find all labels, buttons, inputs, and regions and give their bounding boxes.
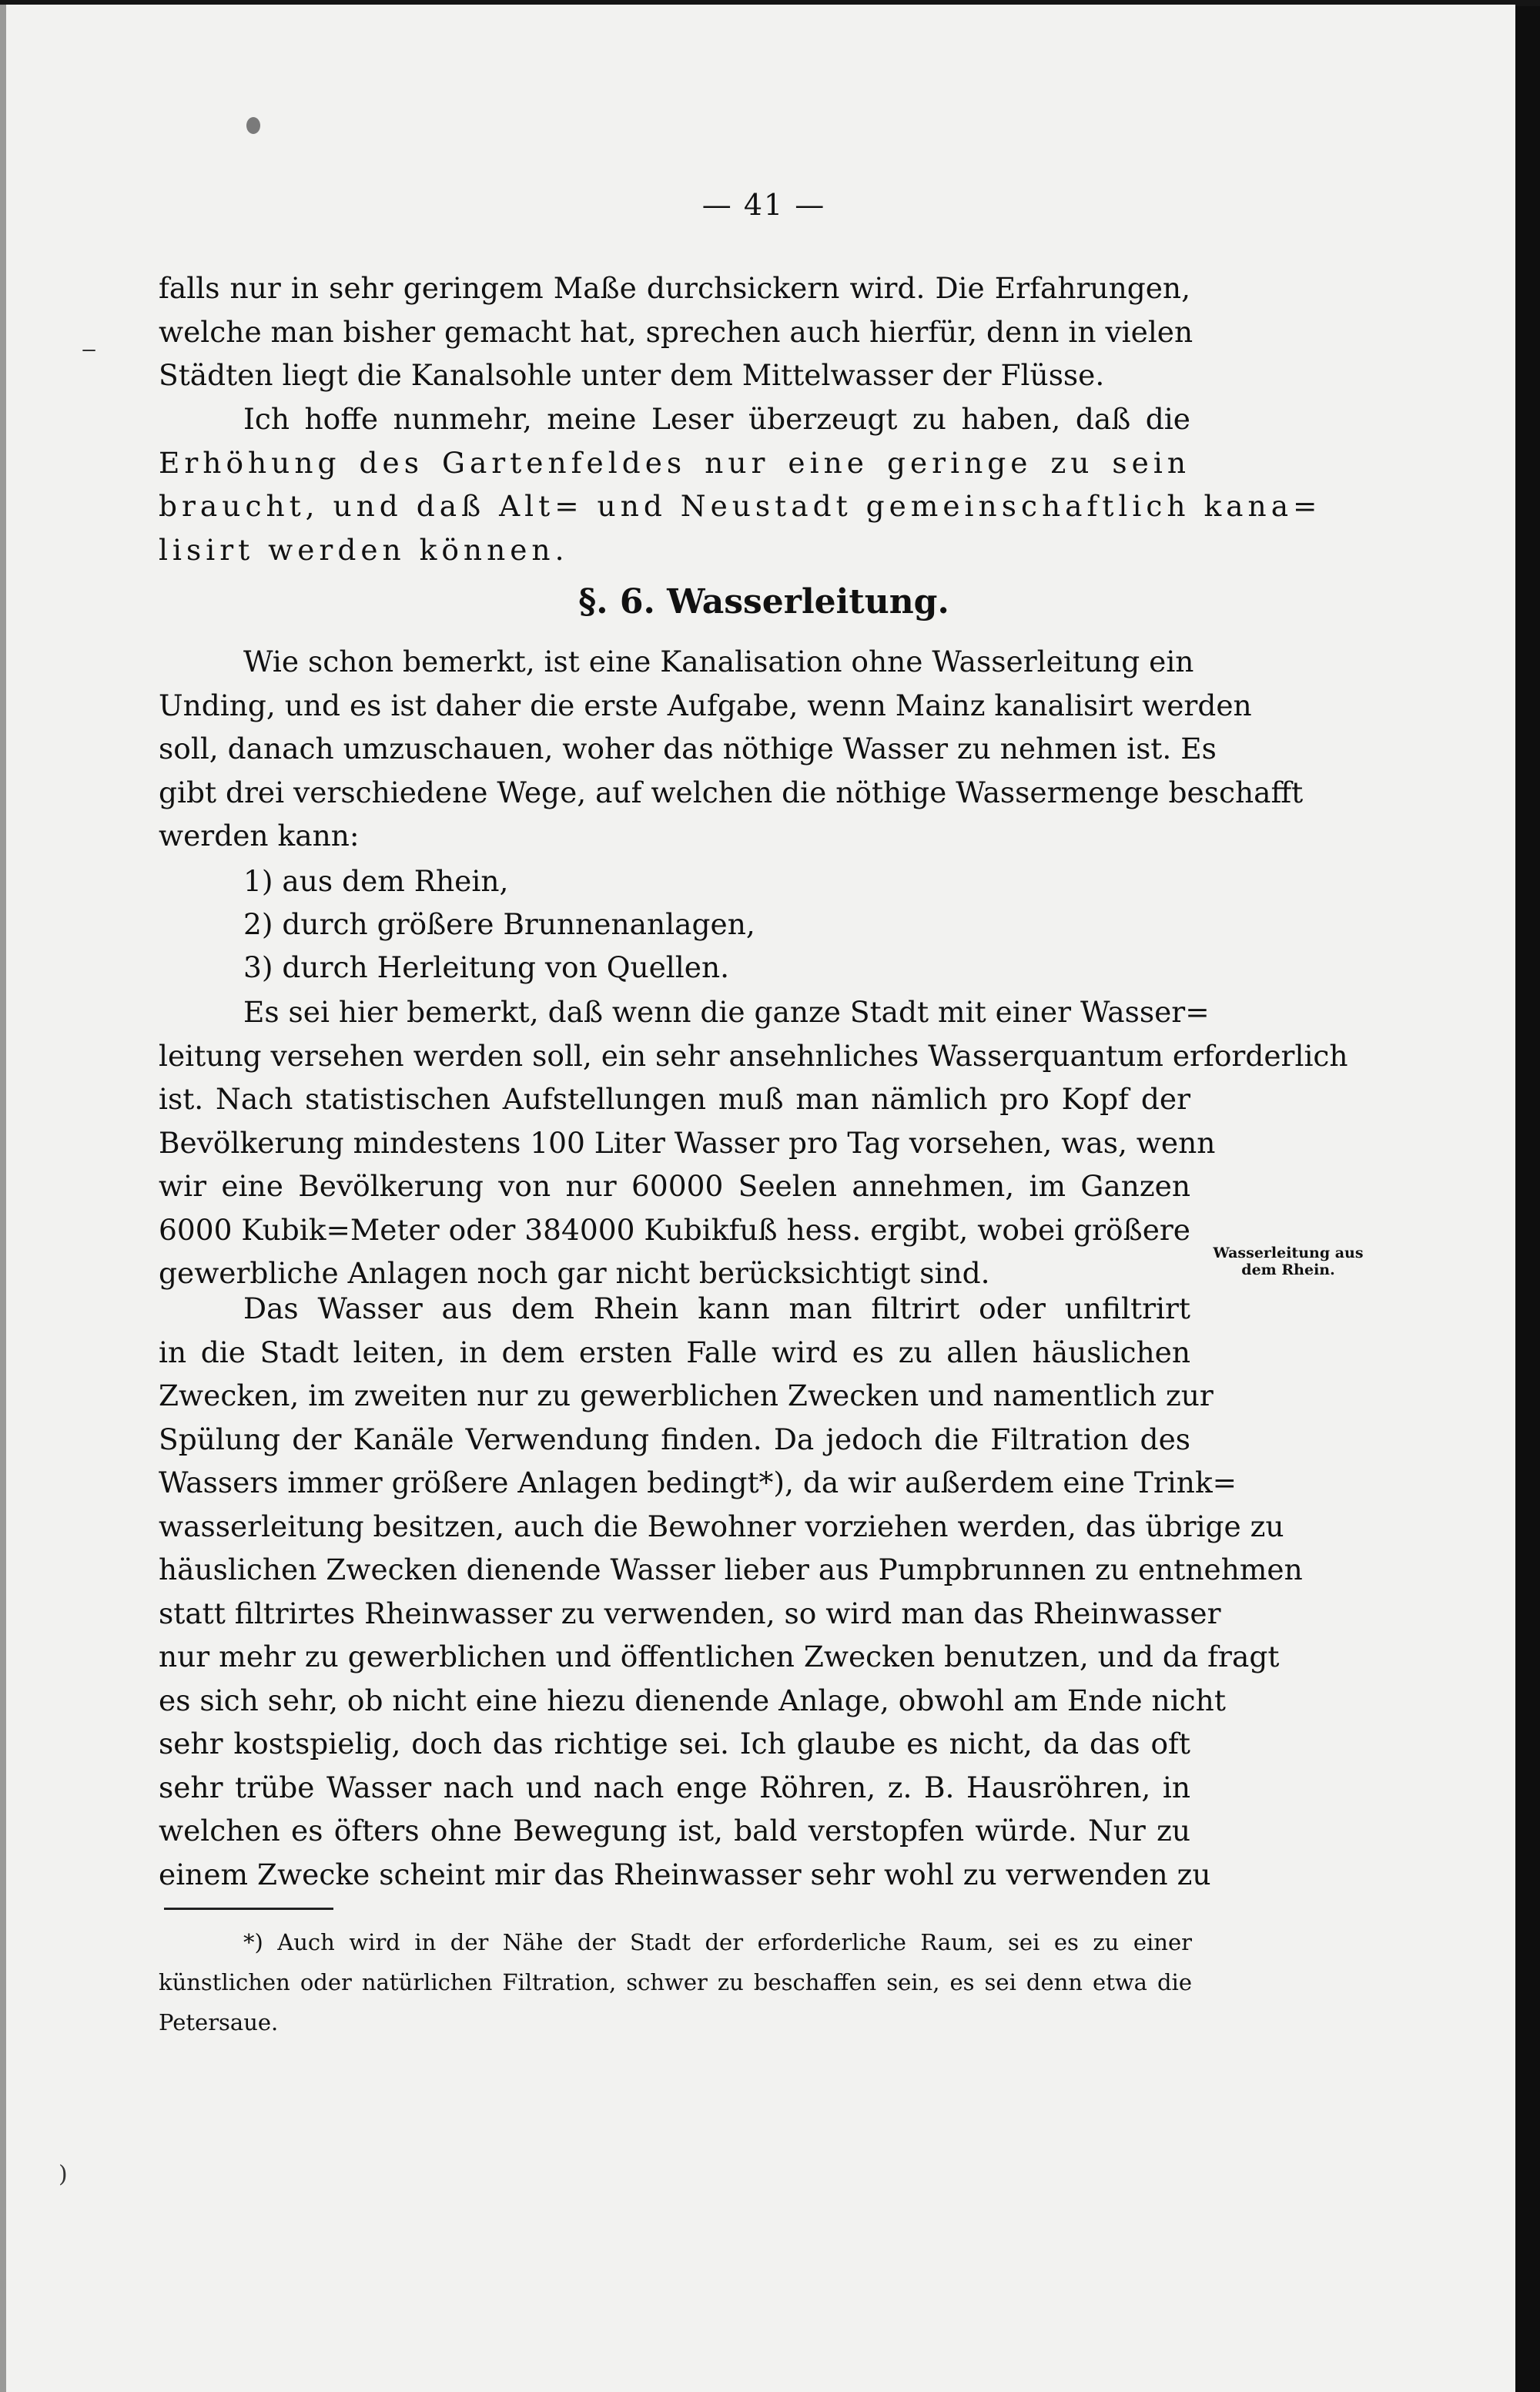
text-line: sehr kostspielig, doch das richtige sei. Ich glaube es nicht, da das oft: [159, 1727, 1190, 1760]
text-line: gewerbliche Anlagen noch gar nicht berücksichtigt sind.: [159, 1256, 990, 1290]
water-source-list: [243, 859, 755, 989]
margin-note-line: dem Rhein.: [1241, 1261, 1335, 1278]
footnote: [159, 1922, 1192, 2042]
text-line: statt filtrirtes Rheinwasser zu verwenden, so wird man das Rheinwasser: [159, 1596, 1221, 1630]
text-line: welchen es öfters ohne Bewegung ist, bald verstopfen würde. Nur zu: [159, 1814, 1190, 1848]
paragraph-conclusion: [159, 397, 1322, 571]
text-line: Erhöhung des Gartenfeldes nur eine geringe zu sein: [159, 445, 1190, 480]
margin-pencil-mark: ): [59, 2161, 68, 2188]
text-line: ist. Nach statistischen Aufstellungen muß man nämlich pro Kopf der: [159, 1082, 1190, 1116]
text-line: wasserleitung besitzen, auch die Bewohner vorziehen werden, das übrige zu: [159, 1509, 1284, 1543]
list-item: 3) durch Herleitung von Quellen.: [243, 950, 730, 984]
footnote-line: künstlichen oder natürlichen Filtration, schwer zu beschaffen sein, es sei denn etwa die: [159, 1969, 1192, 1995]
text-line: Bevölkerung mindestens 100 Liter Wasser pro Tag vorsehen, was, wenn: [159, 1125, 1216, 1160]
paragraph-continuation: [159, 266, 1194, 397]
paper-stain: [246, 117, 260, 134]
paragraph-intro: [159, 640, 1304, 858]
text-line: Städten liegt die Kanalsohle unter dem Mittelwasser der Flüsse.: [159, 358, 1105, 392]
margin-note: [1184, 1245, 1392, 1278]
footnote-line: Petersaue.: [159, 2009, 279, 2035]
text-line: sehr trübe Wasser nach und nach enge Röhren, z. B. Hausröhren, in: [159, 1770, 1190, 1804]
text-line: häuslichen Zwecken dienende Wasser lieber aus Pumpbrunnen zu entnehmen: [159, 1553, 1303, 1586]
book-page: [0, 5, 1515, 2392]
text-line: Wie schon bemerkt, ist eine Kanalisation ohne Wasserleitung ein: [243, 645, 1194, 678]
text-line: Ich hoffe nunmehr, meine Leser überzeugt zu haben, daß die: [243, 402, 1190, 436]
text-line: Das Wasser aus dem Rhein kann man filtrirt oder unfiltrirt: [243, 1291, 1190, 1325]
text-line: falls nur in sehr geringem Maße durchsickern wird. Die Erfahrungen,: [159, 271, 1190, 305]
text-line: nur mehr zu gewerblichen und öffentlichen Zwecken benutzen, und da fragt: [159, 1640, 1280, 1673]
text-line: braucht, und daß Alt= und Neustadt gemeinschaftlich kana=: [159, 489, 1322, 523]
text-line: es sich sehr, ob nicht eine hiezu dienende Anlage, obwohl am Ende nicht: [159, 1683, 1226, 1717]
text-line: Unding, und es ist daher die erste Aufgabe, wenn Mainz kanalisirt werden: [159, 688, 1252, 722]
list-item: 2) durch größere Brunnenanlagen,: [243, 907, 755, 941]
paragraph-rhine-water: [159, 1287, 1303, 1896]
text-line: Es sei hier bemerkt, daß wenn die ganze Stadt mit einer Wasser=: [243, 995, 1210, 1029]
margin-pencil-mark: ‒: [82, 336, 97, 363]
text-line: in die Stadt leiten, in dem ersten Falle wird es zu allen häuslichen: [159, 1335, 1190, 1369]
text-line: leitung versehen werden soll, ein sehr ansehnliches Wasserquantum erforderlich: [159, 1038, 1348, 1073]
footnote-separator: [164, 1908, 333, 1910]
text-line: werden kann:: [159, 819, 360, 853]
text-line: gibt drei verschiedene Wege, auf welchen die nöthige Wassermenge beschafft: [159, 775, 1304, 809]
footnote-line: *) Auch wird in der Nähe der Stadt der erforderliche Raum, sei es zu einer: [243, 1929, 1192, 1955]
text-line: einem Zwecke scheint mir das Rheinwasser sehr wohl zu verwenden zu: [159, 1857, 1211, 1891]
section-heading: §. 6. Wasserleitung.: [578, 582, 949, 621]
text-line: Spülung der Kanäle Verwendung finden. Da jedoch die Filtration des: [159, 1422, 1190, 1456]
list-item: 1) aus dem Rhein,: [243, 864, 509, 898]
text-line: Zwecken, im zweiten nur zu gewerblichen Zwecken und namentlich zur: [159, 1379, 1214, 1412]
text-line: welche man bisher gemacht hat, sprechen auch hierfür, denn in vielen: [159, 314, 1194, 349]
page-number: — 41 —: [701, 188, 826, 222]
text-line: wir eine Bevölkerung von nur 60000 Seelen annehmen, im Ganzen: [159, 1169, 1190, 1203]
text-line: Wassers immer größere Anlagen bedingt*), da wir außerdem eine Trink=: [159, 1466, 1237, 1499]
margin-note-line: Wasserleitung aus: [1213, 1245, 1364, 1261]
text-line: 6000 Kubik=Meter oder 384000 Kubikfuß hess. ergibt, wobei größere: [159, 1212, 1190, 1247]
text-line: lisirt werden können.: [159, 532, 569, 567]
text-line: soll, danach umzuschauen, woher das nöthige Wasser zu nehmen ist. Es: [159, 732, 1217, 766]
